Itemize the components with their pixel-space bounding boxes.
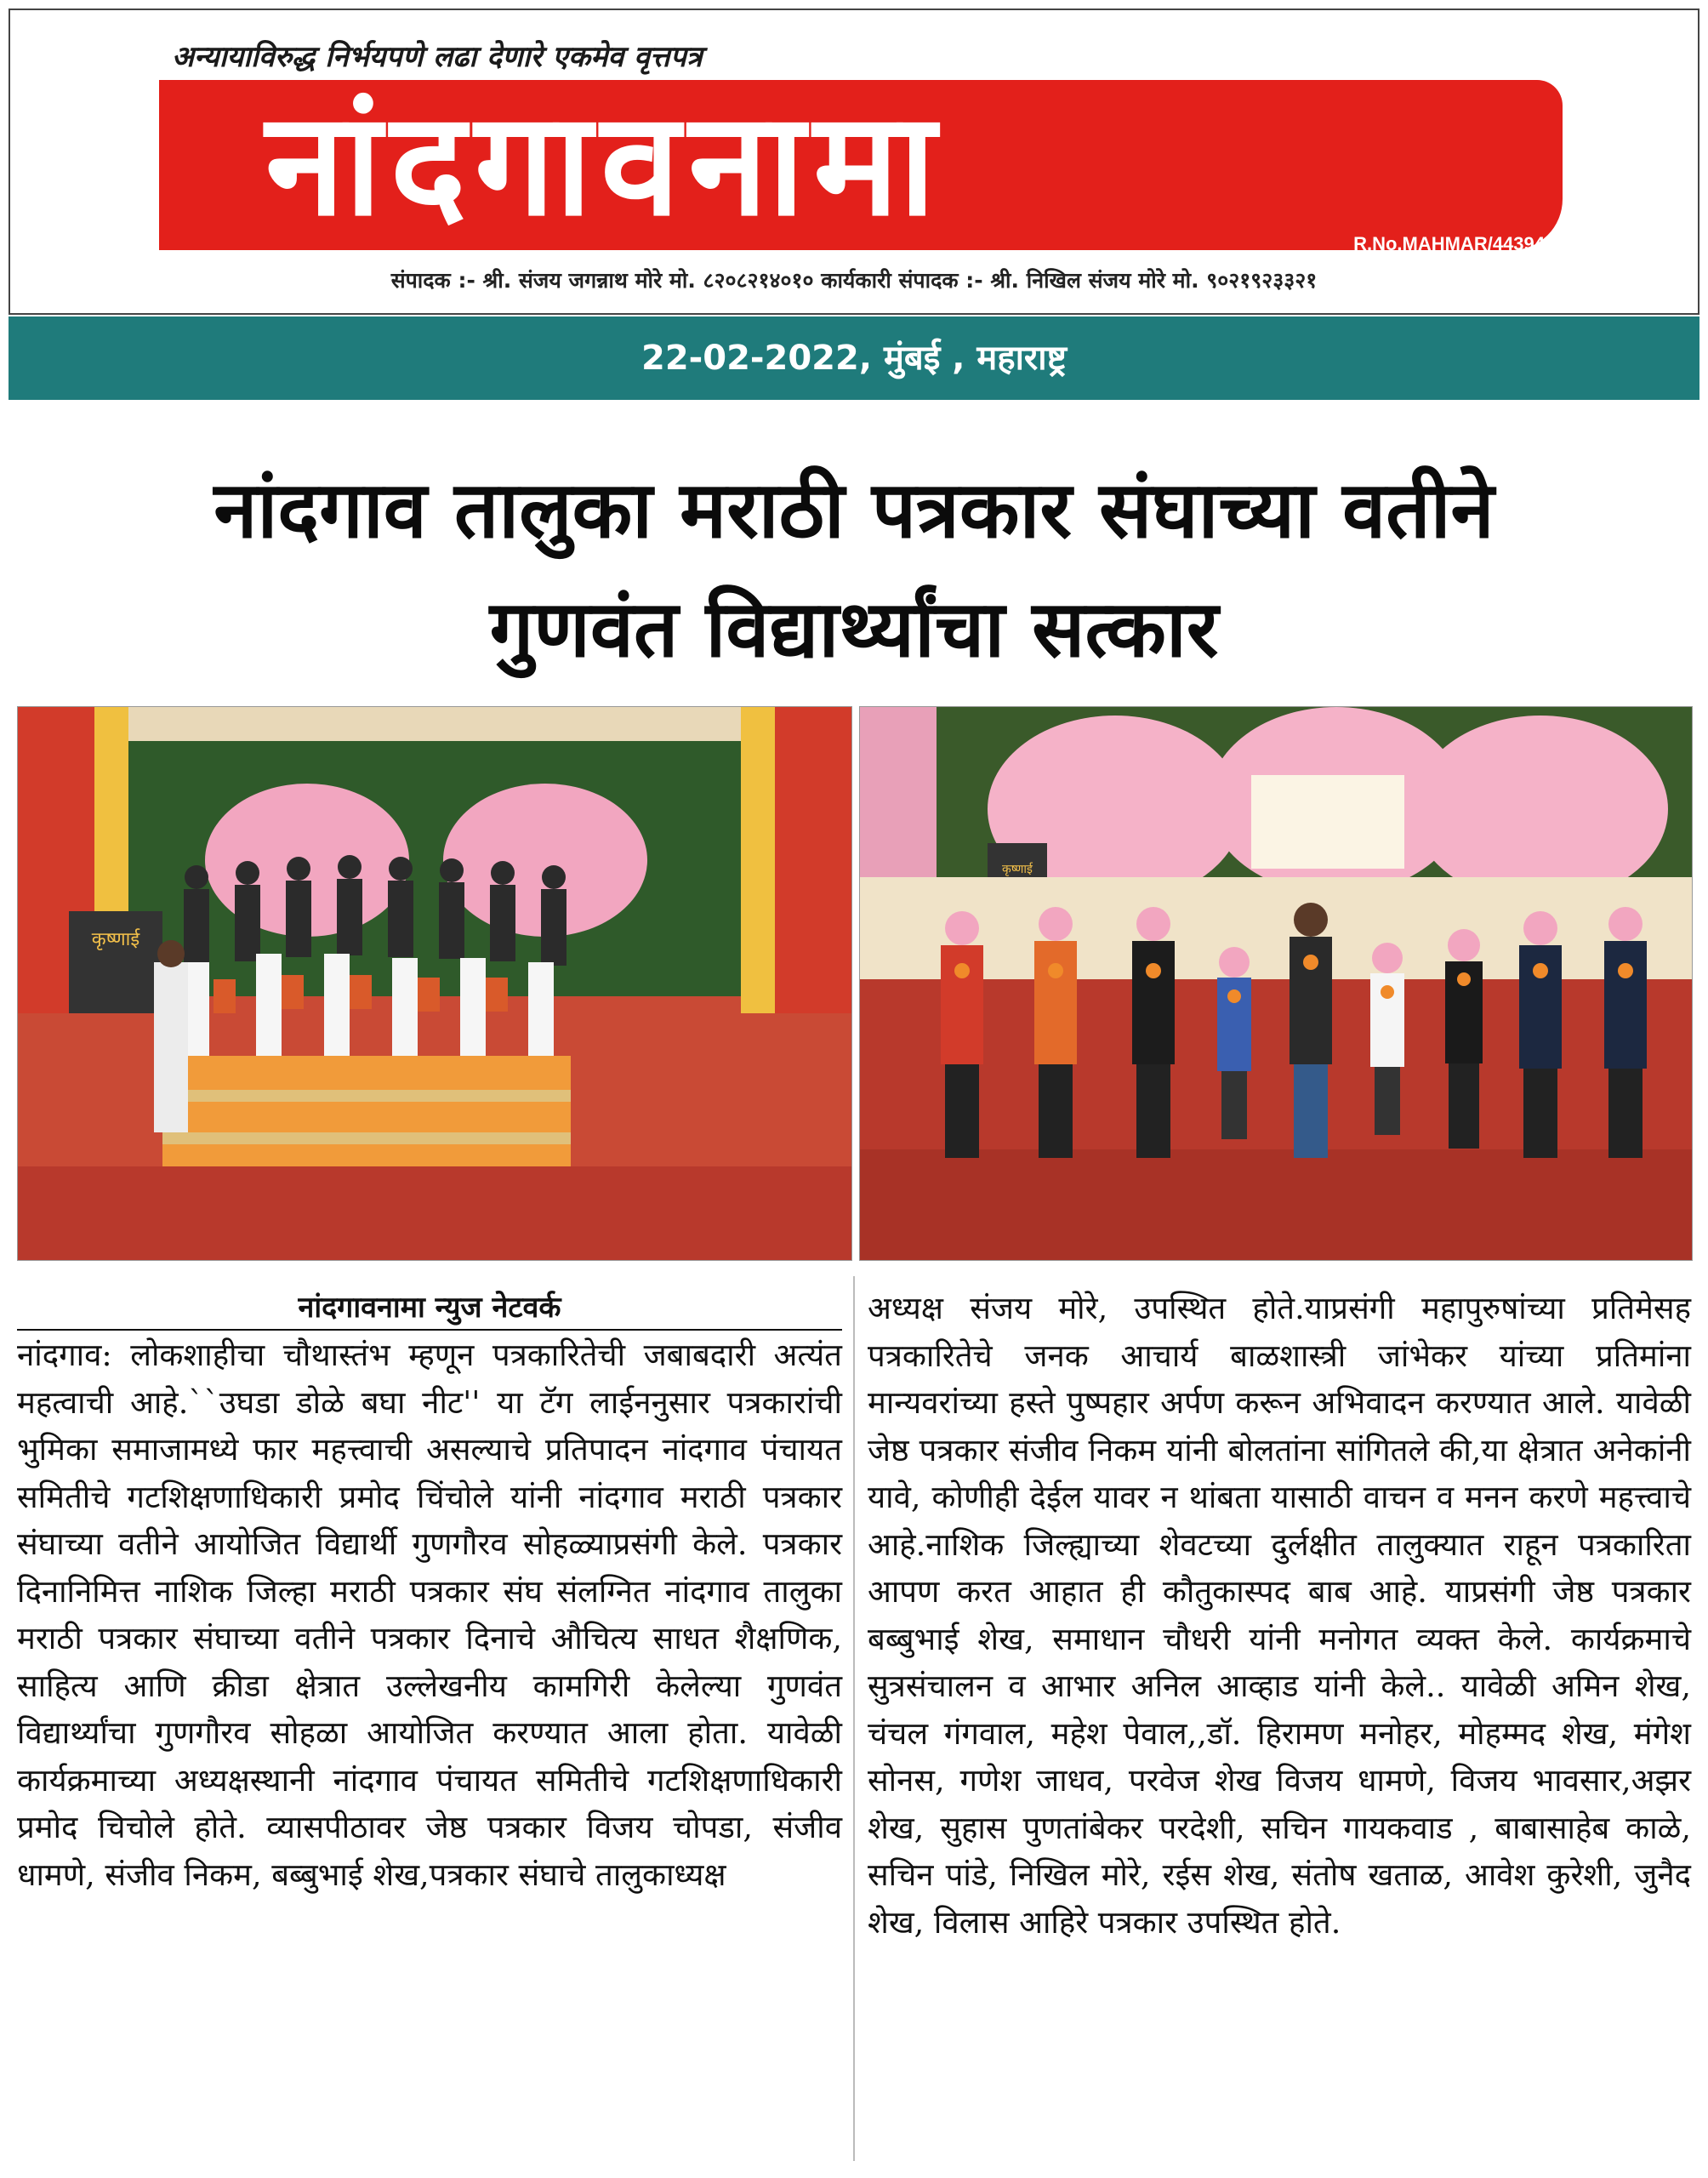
article-column-left: नांदगाव: लोकशाहीचा चौथास्तंभ म्हणून पत्रकारितेची जबाबदारी अत्यंत महत्वाची आहे.``उघडा डोळे बघा नीट'' या टॅग लाईननुसार पत्रकारांची भुमिका समाजामध्ये फार महत्त्वाची असल्याचे प्रतिपादन नांदगाव पंचायत समितीचे गटशिक्षणाधिकारी प्रमोद चिंचोले यांनी नांदगाव मराठी पत्रकार संघाच्या वतीने आयोजित विद्यार्थी गुणगौरव सोहळ्याप्रसंगी केले. पत्रकार दिनानिमित्त नाशिक जिल्हा मराठी पत्रकार संघ संलग्नित नांदगाव तालुका मराठी पत्रकार संघाच्या वतीने पत्रकार दिनाचे औचित्य साधत शैक्षणिक, साहित्य आणि क्रीडा क्षेत्रात उल्लेखनीय कामगिरी केलेल्या गुणवंत विद्यार्थ्यांचा गुणगौरव सोहळा आयोजित करण्यात आला होता. यावेळी कार्यक्रमाच्या अध्यक्षस्थानी नांदगाव पंचायत समितीचे गटशिक्षणाधिकारी प्रमोद चिचोले होते. व्यासपीठावर जेष्ठ पत्रकार विजय चोपडा, संजीव धामणे, संजीव निकम, बब्बुभाई शेख,पत्रकार संघाचे तालुकाध्यक्ष	[17, 1337, 842, 1893]
stage-group-photo-illustration	[18, 707, 851, 1260]
article-headline	[0, 451, 1708, 689]
newspaper-nameplate: नांदगावनामा	[265, 81, 945, 248]
students-felicitation-photo-illustration	[860, 707, 1692, 1260]
registration-number: R.No.MAHMAR/44394	[1353, 233, 1545, 254]
article-column-right: अध्यक्ष संजय मोरे, उपस्थित होते.याप्रसंगी महापुरुषांच्या प्रतिमेसह पत्रकारितेचे जनक आचार्य बाळशास्त्री जांभेकर यांच्या प्रतिमांना मान्यवरांच्या हस्ते पुष्पहार अर्पण करून अभिवादन करण्यात आले. यावेळी जेष्ठ पत्रकार संजीव निकम यांनी बोलतांना सांगितले की,या क्षेत्रात अनेकांनी यावे, कोणीही देईल यावर न थांबता यासाठी वाचन व मनन करणे महत्त्वाचे आहे.नाशिक जिल्ह्याच्या शेवटच्या दुर्लक्षीत तालुक्यात राहून पत्रकारिता आपण करत आहात ही कौतुकास्पद बाब आहे. याप्रसंगी जेष्ठ पत्रकार बब्बुभाई शेख, समाधान चौधरी यांनी मनोगत व्यक्त केले. कार्यक्रमाचे सुत्रसंचालन व आभार अनिल आव्हाड यांनी केले.. यावेळी अमिन शेख, चंचल गंगवाल, महेश पेवाल,,डॉ. हिरामण मनोहर, मोहम्मद शेख, मंगेश सोनस, गणेश जाधव, परवेज शेख विजय धामणे, विजय भावसार,अझर शेख, सुहास पुणतांबेकर परदेशी, सचिन गायकवाड , बाबासाहेब काळे, सचिन पांडे, निखिल मोरे, रईस शेख, संतोष खताळ, आवेश कुरेशी, जुनैद शेख, विलास आहिरे पत्रकार उपस्थित होते.	[868, 1290, 1691, 1941]
headline-line-1: नांदगाव तालुका मराठी पत्रकार संघाच्या वतीने	[214, 465, 1494, 556]
dateline-bar	[9, 316, 1699, 400]
dateline: 22-02-2022, मुंबई , महाराष्ट्र	[640, 339, 1068, 378]
editors-line: संपादक :- श्री. संजय जगन्नाथ मोरे मो. ८२०८२१४०१० कार्यकारी संपादक :- श्री. निखिल संजय मोरे मो. ९०२१९२३३२१	[390, 268, 1318, 293]
column-divider	[853, 1276, 855, 2161]
masthead-tagline: अन्यायाविरुद्ध निर्भयपणे लढा देणारे एकमेव वृत्तपत्र	[172, 40, 703, 74]
event-photo-left	[17, 706, 852, 1261]
article-byline: नांदगावनामा न्युज नेटवर्क	[17, 1286, 842, 1331]
masthead	[9, 9, 1699, 315]
right-photo-banner: कृष्णाई	[1002, 863, 1033, 876]
event-photo-right	[859, 706, 1693, 1261]
headline-line-2: गुणवंत विद्यार्थ्यांचा सत्कार	[489, 584, 1219, 675]
left-photo-banner: कृष्णाई	[91, 929, 140, 950]
